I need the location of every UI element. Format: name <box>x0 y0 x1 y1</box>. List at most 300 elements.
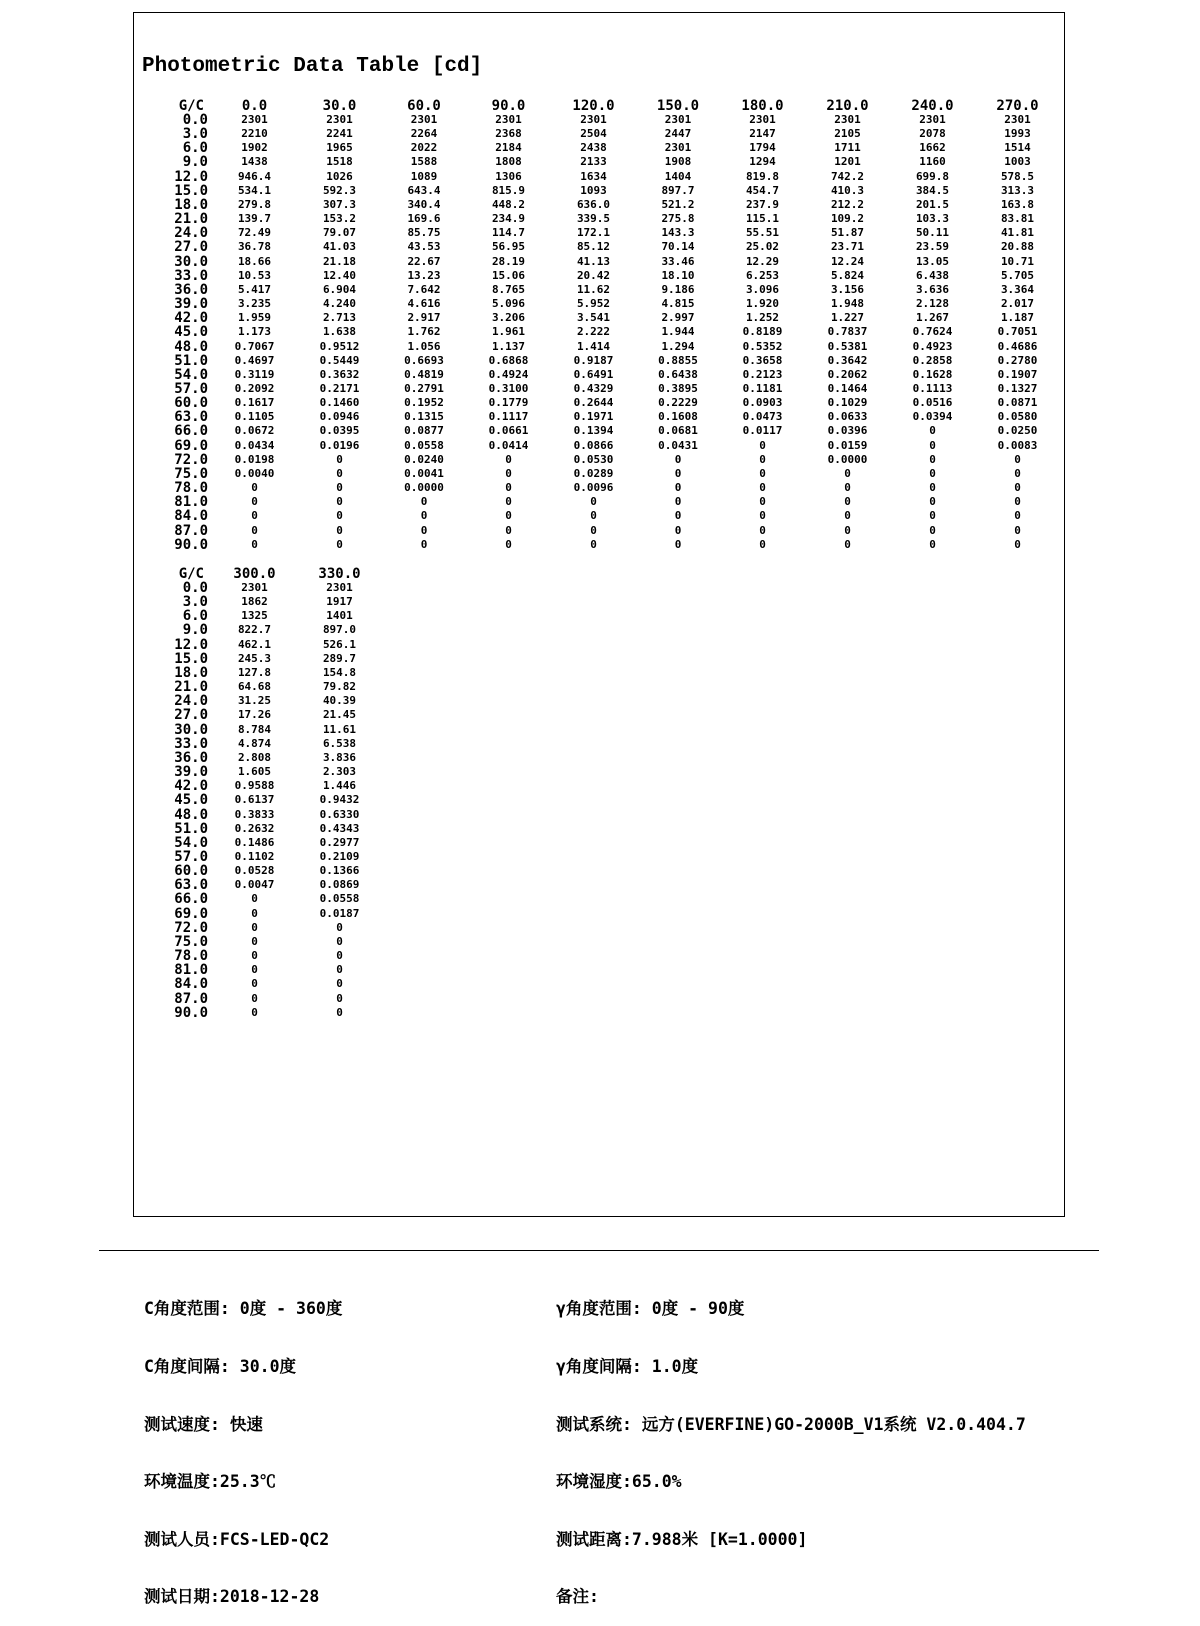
intensity-cell: 307.3 <box>322 197 357 211</box>
intensity-cell: 5.096 <box>491 297 526 311</box>
intensity-cell: 275.8 <box>661 212 695 226</box>
intensity-cell: 2301 <box>664 141 692 155</box>
gamma-angle-label: 30.0 <box>174 721 208 738</box>
intensity-cell: 15.06 <box>491 268 526 282</box>
intensity-cell: 0 <box>674 495 682 509</box>
intensity-cell: 0.0289 <box>573 466 614 480</box>
intensity-cell: 0.4686 <box>997 339 1038 353</box>
intensity-cell: 0 <box>590 509 597 523</box>
gamma-angle-label: 63.0 <box>174 409 208 426</box>
intensity-cell: 3.206 <box>491 311 526 325</box>
intensity-cell: 1401 <box>326 609 353 623</box>
intensity-cell: 1.446 <box>322 779 357 793</box>
intensity-cell: 51.87 <box>830 226 865 240</box>
gamma-angle-label: 12.0 <box>174 636 208 653</box>
intensity-cell: 0 <box>929 438 936 452</box>
gamma-angle-label: 90.0 <box>174 536 208 553</box>
c-angle-interval: C角度间隔: 30.0度 <box>144 1357 297 1377</box>
intensity-cell: 0.5352 <box>742 339 783 353</box>
intensity-cell: 0 <box>844 509 851 523</box>
table-row <box>142 921 382 935</box>
remarks: 备注: <box>556 1587 599 1607</box>
intensity-cell: 410.3 <box>830 183 865 197</box>
intensity-cell: 0 <box>1014 452 1021 466</box>
table-row <box>142 538 1060 552</box>
intensity-cell: 0.8189 <box>742 325 783 339</box>
intensity-cell: 0 <box>759 523 766 537</box>
intensity-cell: 0 <box>590 537 597 551</box>
table-row <box>142 977 382 991</box>
intensity-cell: 0 <box>505 495 512 509</box>
intensity-cell: 1965 <box>326 141 353 155</box>
intensity-cell: 0 <box>1014 523 1021 537</box>
intensity-cell: 340.4 <box>407 197 441 211</box>
intensity-cell: 79.82 <box>322 680 357 694</box>
intensity-cell: 1.227 <box>830 311 865 325</box>
intensity-cell: 85.12 <box>576 240 611 254</box>
table-row <box>142 595 382 609</box>
intensity-cell: 0 <box>251 523 258 537</box>
intensity-cell: 289.7 <box>322 651 357 665</box>
table-row <box>142 141 1060 155</box>
intensity-cell: 3.156 <box>830 282 865 296</box>
intensity-cell: 28.19 <box>491 254 526 268</box>
intensity-cell: 0 <box>420 495 428 509</box>
gamma-angle-label: 81.0 <box>174 494 208 511</box>
intensity-cell: 0 <box>674 509 682 523</box>
table-row <box>142 779 382 793</box>
intensity-cell: 43.53 <box>407 240 441 254</box>
intensity-cell: 2078 <box>919 127 946 141</box>
table-row <box>142 340 1060 354</box>
intensity-cell: 0.2092 <box>234 381 275 395</box>
intensity-cell: 0 <box>251 920 258 934</box>
table-row <box>142 623 382 637</box>
intensity-cell: 2241 <box>326 127 353 141</box>
data-block-2 <box>142 567 382 1020</box>
gamma-angle-label: 87.0 <box>174 990 208 1007</box>
intensity-cell: 1093 <box>580 183 607 197</box>
intensity-cell: 245.3 <box>237 651 272 665</box>
intensity-cell: 0 <box>336 452 343 466</box>
intensity-cell: 9.186 <box>661 282 695 296</box>
intensity-cell: 0.1952 <box>404 396 444 410</box>
table-row <box>142 467 1060 481</box>
intensity-cell: 2301 <box>919 113 946 126</box>
table-row <box>142 793 382 807</box>
intensity-cell: 33.46 <box>661 254 695 268</box>
intensity-cell: 0 <box>505 509 512 523</box>
intensity-cell: 0.1117 <box>488 410 529 424</box>
intensity-cell: 0.6330 <box>319 807 360 821</box>
intensity-cell: 2.222 <box>576 325 611 339</box>
intensity-cell: 23.59 <box>915 240 950 254</box>
intensity-cell: 0.1105 <box>234 410 275 424</box>
intensity-cell: 20.42 <box>576 268 611 282</box>
intensity-cell: 5.705 <box>1000 268 1035 282</box>
table-row <box>142 354 1060 368</box>
table-row <box>142 184 1060 198</box>
intensity-cell: 1711 <box>834 141 861 155</box>
gamma-angle-label: 15.0 <box>174 650 208 667</box>
intensity-cell: 4.815 <box>661 297 695 311</box>
intensity-cell: 22.67 <box>407 254 441 268</box>
intensity-cell: 0.3632 <box>319 367 360 381</box>
intensity-cell: 946.4 <box>237 169 272 183</box>
gamma-angle-label: 0.0 <box>182 112 208 128</box>
intensity-cell: 0.6438 <box>658 367 698 381</box>
gamma-angle-label: 18.0 <box>174 664 208 681</box>
test-distance: 测试距离:7.988米 [K=1.0000] <box>556 1529 808 1549</box>
intensity-cell: 0.2977 <box>319 835 360 849</box>
intensity-cell: 2301 <box>834 113 861 126</box>
intensity-cell: 2.128 <box>915 297 950 311</box>
table-row <box>142 892 382 906</box>
intensity-cell: 31.25 <box>237 694 272 708</box>
table-row <box>142 481 1060 495</box>
intensity-cell: 7.642 <box>407 282 441 296</box>
test-system: 测试系统: 远方(EVERFINE)GO-2000B_V1系统 V2.0.404.7 <box>556 1414 1026 1434</box>
intensity-cell: 897.7 <box>661 183 695 197</box>
intensity-cell: 143.3 <box>661 226 695 240</box>
intensity-cell: 0.5381 <box>827 339 868 353</box>
intensity-cell: 1.137 <box>491 339 526 353</box>
gamma-angle-label: 45.0 <box>174 324 208 341</box>
table-row <box>142 935 382 949</box>
corner-label: G/C <box>178 566 204 582</box>
intensity-cell: 636.0 <box>576 197 611 211</box>
c-angle-header: 180.0 <box>741 98 784 114</box>
intensity-cell: 0.1102 <box>234 849 275 863</box>
gamma-angle-label: 63.0 <box>174 877 208 894</box>
intensity-cell: 41.03 <box>322 240 357 254</box>
intensity-cell: 0 <box>251 977 258 991</box>
gamma-angle-label: 0.0 <box>182 580 208 596</box>
intensity-cell: 0 <box>336 537 343 551</box>
intensity-cell: 1.920 <box>745 297 780 311</box>
intensity-cell: 0.0877 <box>404 424 444 438</box>
intensity-cell: 1993 <box>1004 127 1031 141</box>
intensity-cell: 0 <box>1014 466 1021 480</box>
intensity-cell: 0 <box>420 537 428 551</box>
intensity-cell: 0.1366 <box>319 864 360 878</box>
intensity-cell: 1.605 <box>237 765 272 779</box>
intensity-cell: 1518 <box>326 155 353 169</box>
intensity-cell: 0.0198 <box>234 452 275 466</box>
intensity-cell: 0.7837 <box>827 325 868 339</box>
intensity-cell: 384.5 <box>915 183 950 197</box>
intensity-cell: 0.4697 <box>234 353 275 367</box>
intensity-cell: 1514 <box>1004 141 1031 155</box>
intensity-cell: 0.7051 <box>997 325 1038 339</box>
table-row <box>142 751 382 765</box>
intensity-cell: 0 <box>420 509 428 523</box>
gamma-angle-range: γ角度范围: 0度 - 90度 <box>556 1299 745 1319</box>
table-row <box>142 170 1060 184</box>
intensity-cell: 21.45 <box>322 708 357 722</box>
intensity-cell: 1160 <box>919 155 946 169</box>
intensity-cell: 0 <box>505 452 512 466</box>
intensity-cell: 0.1779 <box>488 396 529 410</box>
intensity-cell: 12.40 <box>322 268 357 282</box>
intensity-cell: 0 <box>251 537 258 551</box>
table-row <box>142 1006 382 1020</box>
intensity-cell: 13.23 <box>407 268 441 282</box>
intensity-cell: 1.267 <box>915 311 950 325</box>
intensity-cell: 2105 <box>834 127 861 141</box>
table-row <box>142 666 382 680</box>
c-angle-header: 210.0 <box>826 98 869 114</box>
table-row <box>142 325 1060 339</box>
intensity-cell: 0 <box>336 934 343 948</box>
gamma-angle-label: 69.0 <box>174 905 208 922</box>
c-angle-header: 300.0 <box>233 566 276 582</box>
gamma-angle-label: 51.0 <box>174 352 208 369</box>
intensity-cell: 0.0414 <box>488 438 529 452</box>
intensity-cell: 0.2632 <box>234 821 275 835</box>
intensity-cell: 0.0040 <box>234 466 275 480</box>
intensity-cell: 2368 <box>495 127 522 141</box>
intensity-cell: 17.26 <box>237 708 272 722</box>
intensity-cell: 0 <box>759 466 766 480</box>
intensity-cell: 0.4819 <box>404 367 444 381</box>
intensity-cell: 70.14 <box>661 240 695 254</box>
intensity-cell: 0.6868 <box>488 353 529 367</box>
table-row <box>142 864 382 878</box>
intensity-cell: 0.0159 <box>827 438 868 452</box>
intensity-cell: 0 <box>590 495 597 509</box>
intensity-cell: 154.8 <box>322 665 357 679</box>
intensity-cell: 0 <box>844 481 851 495</box>
intensity-cell: 1438 <box>241 155 268 169</box>
intensity-cell: 0 <box>251 906 258 920</box>
intensity-cell: 72.49 <box>237 226 272 240</box>
intensity-cell: 1089 <box>410 169 438 183</box>
c-angle-header: 150.0 <box>656 98 700 114</box>
intensity-cell: 699.8 <box>915 169 950 183</box>
intensity-cell: 79.07 <box>322 226 357 240</box>
intensity-cell: 41.13 <box>576 254 611 268</box>
intensity-cell: 36.78 <box>237 240 272 254</box>
intensity-cell: 0.1907 <box>997 367 1038 381</box>
intensity-cell: 0.1617 <box>234 396 275 410</box>
intensity-cell: 201.5 <box>915 197 950 211</box>
intensity-cell: 1.294 <box>661 339 695 353</box>
intensity-cell: 3.541 <box>576 311 611 325</box>
intensity-cell: 0.0000 <box>827 452 868 466</box>
intensity-cell: 2264 <box>410 127 438 141</box>
table-row <box>142 368 1060 382</box>
data-block-1 <box>142 99 1060 552</box>
table-row <box>142 155 1060 169</box>
intensity-cell: 339.5 <box>576 212 611 226</box>
intensity-cell: 4.874 <box>237 736 272 750</box>
gamma-angle-label: 72.0 <box>174 919 208 936</box>
table-row <box>142 638 382 652</box>
table-row <box>142 255 1060 269</box>
intensity-cell: 0 <box>336 466 343 480</box>
test-speed: 测试速度: 快速 <box>144 1414 263 1434</box>
intensity-cell: 1588 <box>410 155 438 169</box>
intensity-cell: 109.2 <box>830 212 865 226</box>
gamma-angle-label: 18.0 <box>174 196 208 213</box>
intensity-cell: 462.1 <box>237 637 272 651</box>
gamma-angle-label: 3.0 <box>182 126 208 143</box>
intensity-cell: 2.713 <box>322 311 357 325</box>
intensity-cell: 0.3658 <box>742 353 783 367</box>
intensity-cell: 6.904 <box>322 282 357 296</box>
page-title: Photometric Data Table [cd] <box>142 55 483 78</box>
intensity-cell: 0.0661 <box>488 424 529 438</box>
intensity-cell: 0.2644 <box>573 396 614 410</box>
gamma-angle-label: 60.0 <box>174 395 208 412</box>
intensity-cell: 0 <box>505 523 512 537</box>
table-row <box>142 878 382 892</box>
table-row <box>142 283 1060 297</box>
table-row <box>142 226 1060 240</box>
intensity-cell: 2.997 <box>661 311 695 325</box>
intensity-cell: 448.2 <box>491 197 526 211</box>
intensity-cell: 8.784 <box>237 722 272 736</box>
intensity-cell: 0.2171 <box>319 381 360 395</box>
gamma-angle-label: 72.0 <box>174 451 208 468</box>
intensity-cell: 0 <box>759 537 766 551</box>
table-row <box>142 113 1060 127</box>
intensity-cell: 897.0 <box>322 623 357 637</box>
gamma-angle-label: 87.0 <box>174 522 208 539</box>
intensity-cell: 1908 <box>664 155 692 169</box>
intensity-cell: 0 <box>759 438 766 452</box>
intensity-cell: 0.0395 <box>319 424 360 438</box>
ambient-temperature: 环境温度:25.3℃ <box>144 1472 277 1492</box>
photometric-table-2 <box>142 567 382 1020</box>
table-row <box>142 269 1060 283</box>
intensity-cell: 592.3 <box>322 183 357 197</box>
intensity-cell: 8.765 <box>491 282 526 296</box>
intensity-cell: 0.0396 <box>827 424 868 438</box>
intensity-cell: 0 <box>336 949 343 963</box>
intensity-cell: 0.4924 <box>488 367 529 381</box>
table-row <box>142 212 1060 226</box>
intensity-cell: 5.824 <box>830 268 865 282</box>
intensity-cell: 5.417 <box>237 282 272 296</box>
gamma-angle-label: 81.0 <box>174 962 208 979</box>
gamma-angle-label: 69.0 <box>174 437 208 454</box>
intensity-cell: 0.9432 <box>319 793 360 807</box>
intensity-cell: 11.61 <box>322 722 357 736</box>
intensity-cell: 0 <box>759 495 766 509</box>
intensity-cell: 0.0083 <box>997 438 1038 452</box>
intensity-cell: 534.1 <box>237 183 272 197</box>
gamma-angle-label: 3.0 <box>182 594 208 611</box>
intensity-cell: 0.0903 <box>742 396 783 410</box>
gamma-angle-label: 75.0 <box>174 933 208 950</box>
intensity-cell: 0 <box>929 537 936 551</box>
gamma-angle-label: 42.0 <box>174 310 208 327</box>
intensity-cell: 153.2 <box>322 212 357 226</box>
intensity-cell: 0.4329 <box>573 381 614 395</box>
table-row <box>142 822 382 836</box>
intensity-cell: 0.0866 <box>573 438 614 452</box>
intensity-cell: 55.51 <box>745 226 780 240</box>
table-row <box>142 708 382 722</box>
intensity-cell: 0.0041 <box>404 466 444 480</box>
intensity-cell: 169.6 <box>407 212 441 226</box>
gamma-angle-label: 21.0 <box>174 679 208 696</box>
table-row <box>142 992 382 1006</box>
gamma-angle-label: 54.0 <box>174 366 208 383</box>
intensity-cell: 0.0394 <box>912 410 953 424</box>
intensity-cell: 0.8855 <box>658 353 698 367</box>
intensity-cell: 1.173 <box>237 325 272 339</box>
gamma-angle-interval: γ角度间隔: 1.0度 <box>556 1357 699 1377</box>
table-row <box>142 396 1060 410</box>
intensity-cell: 0.2858 <box>912 353 953 367</box>
intensity-cell: 0.1486 <box>234 835 275 849</box>
intensity-cell: 0.6491 <box>573 367 614 381</box>
intensity-cell: 10.71 <box>1000 254 1035 268</box>
intensity-cell: 0 <box>505 466 512 480</box>
table-row <box>142 410 1060 424</box>
intensity-cell: 822.7 <box>237 623 272 637</box>
intensity-cell: 18.10 <box>661 268 695 282</box>
intensity-cell: 21.18 <box>322 254 357 268</box>
intensity-cell: 115.1 <box>745 212 780 226</box>
intensity-cell: 0.0681 <box>658 424 698 438</box>
table-row <box>142 963 382 977</box>
gamma-angle-label: 9.0 <box>182 154 208 171</box>
intensity-cell: 3.364 <box>1000 282 1035 296</box>
table-row <box>142 453 1060 467</box>
intensity-cell: 819.8 <box>745 169 780 183</box>
intensity-cell: 0 <box>759 452 766 466</box>
intensity-cell: 0.1394 <box>573 424 614 438</box>
intensity-cell: 0.0871 <box>997 396 1038 410</box>
intensity-cell: 0 <box>251 892 258 906</box>
table-row <box>142 439 1060 453</box>
intensity-cell: 526.1 <box>322 637 357 651</box>
intensity-cell: 0.1113 <box>912 381 953 395</box>
intensity-cell: 0 <box>251 481 258 495</box>
intensity-cell: 2147 <box>749 127 776 141</box>
gamma-angle-label: 75.0 <box>174 465 208 482</box>
intensity-cell: 0 <box>759 509 766 523</box>
intensity-cell: 0.2780 <box>997 353 1038 367</box>
intensity-cell: 0.0530 <box>573 452 614 466</box>
intensity-cell: 742.2 <box>830 169 865 183</box>
gamma-angle-label: 84.0 <box>174 508 208 525</box>
gamma-angle-label: 24.0 <box>174 225 208 242</box>
intensity-cell: 172.1 <box>576 226 611 240</box>
intensity-cell: 0.0047 <box>234 878 275 892</box>
intensity-cell: 1.948 <box>830 297 865 311</box>
intensity-cell: 0 <box>336 495 343 509</box>
gamma-angle-label: 33.0 <box>174 267 208 284</box>
intensity-cell: 0.3119 <box>234 367 275 381</box>
intensity-cell: 0.1628 <box>912 367 953 381</box>
table-row <box>142 737 382 751</box>
intensity-cell: 0 <box>251 509 258 523</box>
intensity-cell: 2301 <box>326 581 353 594</box>
intensity-cell: 2447 <box>664 127 692 141</box>
gamma-angle-label: 30.0 <box>174 253 208 270</box>
intensity-cell: 0.0196 <box>319 438 360 452</box>
test-date: 测试日期:2018-12-28 <box>144 1587 320 1607</box>
intensity-cell: 2210 <box>241 127 268 141</box>
intensity-cell: 0.0434 <box>234 438 275 452</box>
report-panel <box>133 12 1065 1217</box>
intensity-cell: 1808 <box>495 155 522 169</box>
